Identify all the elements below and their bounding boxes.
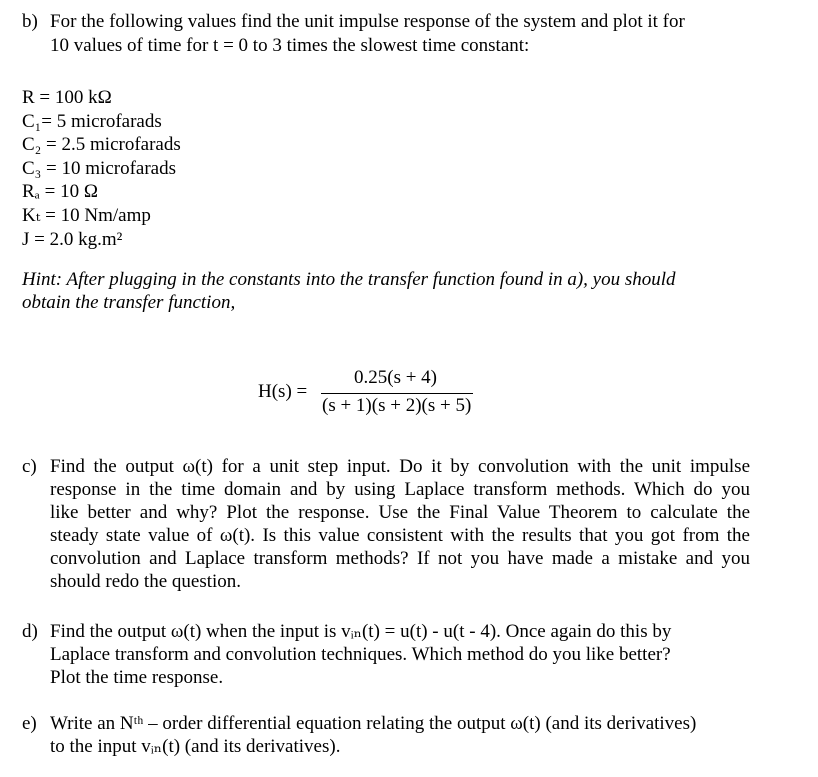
part-b: [22, 10, 802, 58]
constant-r: R = 100 kΩ: [22, 87, 112, 108]
part-b-marker: b): [22, 11, 38, 32]
transfer-function: [258, 369, 488, 419]
part-d-line-1: Find the output ω(t) when the input is vᵢₙ(t) = u(t) - u(t - 4). Once again do this by: [50, 621, 672, 642]
part-d-line-2: Laplace transform and convolution techniques. Which method do you like better?: [50, 644, 671, 665]
constant-c2: C₂ = 2.5 microfarads: [22, 134, 181, 156]
constant-c3: C₃ = 10 microfarads: [22, 157, 176, 179]
transfer-function-numerator: 0.25(s + 4): [354, 367, 438, 388]
part-c-line-3: like better and why? Plot the response. Use the Final Value Theorem to calculate the: [50, 502, 750, 523]
part-c: [22, 455, 802, 595]
transfer-function-denominator: (s + 1)(s + 2)(s + 5): [322, 395, 472, 416]
part-e-line-1: Write an Nᵗʰ – order differential equation relating the output ω(t) (and its derivatives): [50, 713, 697, 734]
fraction-bar: [321, 393, 473, 394]
part-d-line-3: Plot the time response.: [50, 667, 224, 688]
transfer-function-lhs: H(s) =: [258, 381, 308, 402]
constant-ra: Rₐ = 10 Ω: [22, 181, 98, 203]
part-e: [22, 712, 802, 760]
constants-list: [22, 86, 181, 251]
part-c-line-5: convolution and Laplace transform methods? If not you have made a mistake and you: [50, 548, 750, 569]
part-b-line-2: 10 values of time for t = 0 to 3 times the slowest time constant:: [50, 35, 530, 56]
part-c-marker: c): [22, 456, 37, 477]
part-c-line-6: should redo the question.: [50, 571, 242, 592]
constant-c1: C₁= 5 microfarads: [22, 110, 162, 132]
part-e-marker: e): [22, 713, 37, 734]
part-d: [22, 620, 802, 690]
part-c-line-4: steady state value of ω(t). Is this value consistent with the results that you got from the: [50, 525, 750, 546]
part-c-line-1: Find the output ω(t) for a unit step input. Do it by convolution with the unit impulse: [50, 456, 750, 477]
hint-paragraph: [22, 268, 676, 314]
part-d-marker: d): [22, 621, 38, 642]
constant-j: J = 2.0 kg.m²: [22, 228, 123, 250]
constant-kt: Kₜ = 10 Nm/amp: [22, 204, 151, 226]
hint-line-2: obtain the transfer function,: [22, 292, 236, 313]
part-b-line-1: For the following values find the unit impulse response of the system and plot it for: [50, 11, 685, 32]
part-c-line-2: response in the time domain and by using Laplace transform methods. Which do you: [50, 479, 750, 500]
part-e-line-2: to the input vᵢₙ(t) (and its derivatives).: [50, 736, 341, 757]
hint-line-1: Hint: After plugging in the constants into the transfer function found in a), you should: [22, 269, 676, 290]
